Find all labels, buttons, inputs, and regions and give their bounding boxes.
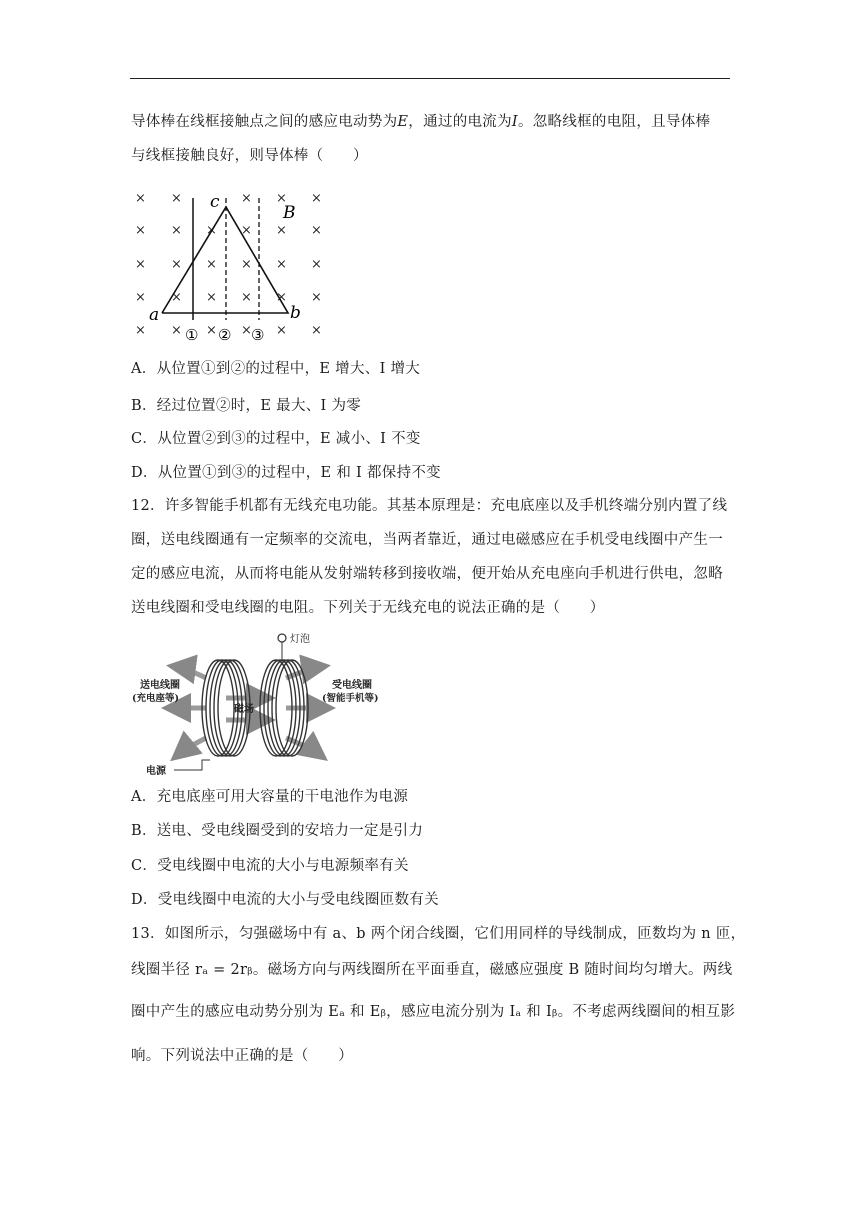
field-cross-mark: ×	[311, 191, 322, 206]
field-cross-mark: ×	[311, 257, 322, 272]
field-cross-mark: ×	[241, 290, 252, 305]
field-cross-mark: ×	[276, 323, 287, 338]
field-cross-mark: ×	[276, 290, 287, 305]
field-cross-mark: ×	[135, 257, 146, 272]
q12-option-c[interactable]: C．受电线圈中电流的大小与电源频率有关	[131, 858, 409, 874]
label-pos2: ②	[218, 326, 232, 344]
field-cross-mark: ×	[171, 323, 182, 338]
label-send-coil: 送电线圈	[140, 680, 180, 691]
field-cross-mark: ×	[206, 323, 217, 338]
header-rule	[130, 78, 730, 79]
q12-line4: 送电线圈和受电线圈的电阻。下列关于无线充电的说法正确的是（ ）	[131, 600, 605, 616]
field-cross-mark: ×	[135, 191, 146, 206]
label-B: B	[283, 203, 296, 223]
label-pos3: ③	[251, 326, 265, 344]
label-recv-note: (智能手机等)	[322, 693, 379, 704]
field-cross-mark: ×	[135, 223, 146, 238]
field-cross-mark: ×	[206, 223, 217, 238]
bulb-icon	[278, 634, 286, 660]
field-cross-mark: ×	[171, 223, 182, 238]
field-cross-mark: ×	[171, 290, 182, 305]
label-bulb: 灯泡	[290, 634, 310, 645]
wireless-charging-figure	[126, 628, 396, 778]
triangle-field-figure	[126, 180, 336, 350]
q11-option-a[interactable]: A．从位置①到②的过程中，E 增大、I 增大	[131, 361, 421, 377]
q13-line1: 13．如图所示，匀强磁场中有 a、b 两个闭合线圈，它们用同样的导线制成，匝数均为 n 匝，	[131, 926, 746, 942]
field-cross-mark: ×	[241, 323, 252, 338]
q11-option-c[interactable]: C．从位置②到③的过程中，E 减小、I 不变	[131, 431, 421, 447]
label-a: a	[149, 305, 160, 325]
q11-option-b[interactable]: B．经过位置②时，E 最大、I 为零	[131, 398, 362, 414]
q11-line1: 导体棒在线框接触点之间的感应电动势为E，通过的电流为I。忽略线框的电阻，且导体棒	[131, 114, 711, 130]
field-cross-mark: ×	[276, 191, 287, 206]
q13-line4: 响。下列说法中正确的是（ ）	[131, 1048, 353, 1064]
label-c: c	[210, 192, 220, 212]
q12-line1: 12．许多智能手机都有无线充电功能。其基本原理是：充电底座以及手机终端分别内置了线	[131, 498, 728, 514]
field-cross-mark: ×	[241, 223, 252, 238]
field-cross-mark: ×	[241, 257, 252, 272]
q12-option-d[interactable]: D．受电线圈中电流的大小与受电线圈匝数有关	[131, 892, 439, 908]
q12-line2: 圈，送电线圈通有一定频率的交流电，当两者靠近，通过电磁感应在手机受电线圈中产生一	[131, 532, 723, 548]
field-cross-mark: ×	[206, 290, 217, 305]
field-cross-mark: ×	[241, 191, 252, 206]
field-cross-mark: ×	[171, 257, 182, 272]
q13-line3: 圈中产生的感应电动势分别为 Eₐ 和 Eᵦ，感应电流分别为 Iₐ 和 Iᵦ。不考虑两线圈间的相互影	[131, 1004, 736, 1020]
label-power: 电源	[146, 766, 166, 777]
field-cross-mark: ×	[276, 257, 287, 272]
field-cross-mark: ×	[171, 191, 182, 206]
field-cross-mark: ×	[311, 323, 322, 338]
field-cross-mark: ×	[135, 290, 146, 305]
q11-line2: 与线框接触良好，则导体棒（ ）	[131, 148, 368, 164]
q11-option-d[interactable]: D．从位置①到③的过程中，E 和 I 都保持不变	[131, 465, 441, 481]
q13-line2: 线圈半径 rₐ = 2rᵦ。磁场方向与两线圈所在平面垂直，磁感应强度 B 随时间均匀增大。两线	[131, 962, 733, 978]
q12-line3: 定的感应电流，从而将电能从发射端转移到接收端，便开始从充电座向手机进行供电，忽略	[131, 566, 723, 582]
label-field: 磁场	[234, 704, 254, 715]
label-b: b	[290, 303, 301, 323]
field-cross-mark: ×	[135, 323, 146, 338]
label-pos1: ①	[185, 326, 199, 344]
label-recv-coil: 受电线圈	[332, 680, 372, 691]
field-cross-mark: ×	[311, 290, 322, 305]
field-cross-mark: ×	[311, 223, 322, 238]
power-lead	[174, 760, 210, 770]
q12-option-b[interactable]: B．送电、受电线圈受到的安培力一定是引力	[131, 823, 424, 839]
field-cross-mark: ×	[206, 257, 217, 272]
field-cross-mark: ×	[276, 223, 287, 238]
label-send-note: (充电座等)	[132, 693, 179, 704]
q12-option-a[interactable]: A．充电底座可用大容量的干电池作为电源	[131, 789, 409, 805]
